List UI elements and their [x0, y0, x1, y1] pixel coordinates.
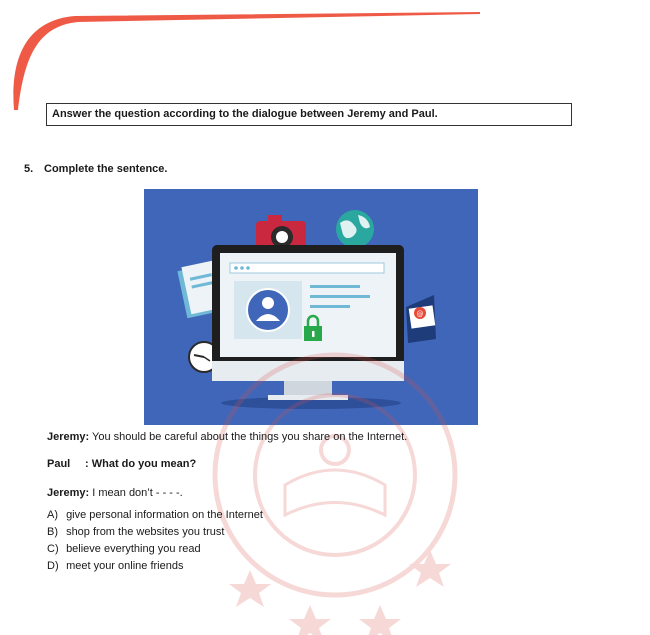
option-b[interactable] [47, 526, 224, 538]
instruction-box: Answer the question according to the dialogue between Jeremy and Paul. [46, 103, 572, 126]
speaker-jeremy: Jeremy: [47, 487, 90, 499]
question-number: 5. [24, 163, 34, 175]
dialogue-line-1 [47, 431, 407, 443]
dialogue-line-2 [47, 458, 196, 470]
option-letter: C) [47, 543, 59, 555]
ministry-seal-watermark [190, 335, 500, 635]
option-letter: D) [47, 560, 59, 572]
option-text: give personal information on the Internet [66, 509, 263, 521]
globe-icon [336, 210, 374, 248]
option-text: shop from the websites you trust [66, 526, 225, 538]
dialogue-text: : What do you mean? [85, 458, 197, 470]
dialogue-text: I mean don’t - - - -. [89, 487, 183, 499]
question-text: Complete the sentence. [44, 163, 168, 175]
dialogue-text: You should be careful about the things you share on the Internet. [89, 431, 408, 443]
option-d[interactable] [47, 560, 183, 572]
decorative-corner-swoosh [0, 0, 650, 120]
option-text: believe everything you read [66, 543, 201, 555]
dialogue-line-3 [47, 487, 183, 499]
option-text: meet your online friends [66, 560, 184, 572]
speaker-jeremy: Jeremy: [47, 431, 90, 443]
option-letter: A) [47, 509, 58, 521]
option-c[interactable] [47, 543, 201, 555]
option-a[interactable] [47, 509, 263, 521]
svg-text:@: @ [416, 310, 424, 318]
option-letter: B) [47, 526, 58, 538]
speaker-paul: Paul [47, 458, 71, 470]
